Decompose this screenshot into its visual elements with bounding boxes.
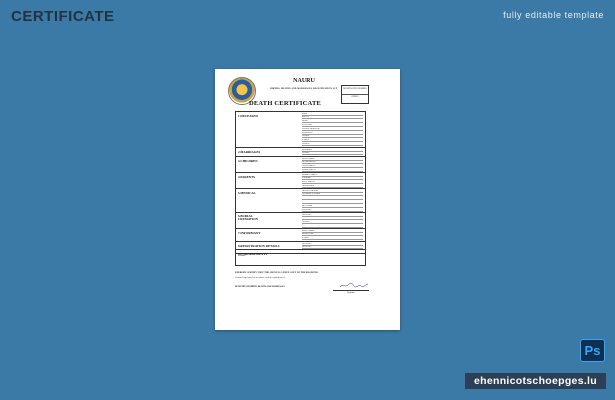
section-8 (236, 242, 365, 250)
field-value: ANNA SMITH (302, 165, 363, 168)
field-value: 16.03.2015 (302, 214, 363, 217)
field-value: JAMES SMITH (302, 169, 363, 172)
section-5 (236, 189, 365, 213)
country-name: NAURU (293, 78, 315, 84)
registration-label: REGISTRATION NUMBER (343, 88, 367, 90)
section-6 (236, 213, 365, 229)
signature-icon (339, 282, 369, 289)
remarks: Remarks (238, 255, 246, 257)
field-row (236, 237, 365, 241)
section-label: 1.DECEASED (238, 113, 258, 118)
field-value: 20.03.2015 (302, 246, 363, 249)
section-label: 4.PARENTS (238, 174, 256, 179)
registration-number: 0709022 (342, 94, 368, 99)
field-value (302, 217, 363, 220)
field-row (236, 143, 365, 147)
field-value (302, 197, 363, 200)
field-value: MARY SMITH (302, 158, 363, 161)
field-value: NAURU (302, 221, 363, 224)
field-value: NATURAL CAUSES (302, 193, 363, 196)
field-value: FARMER (302, 177, 363, 180)
registration-box (341, 85, 369, 104)
field-value: 12.03.2015 (302, 209, 363, 212)
section-label: 3.CHILDREN (238, 158, 258, 163)
field-value: NAURUAN (302, 132, 363, 135)
field-value: NAURU (302, 135, 363, 138)
field-value: NAURU (302, 143, 363, 146)
section-4 (236, 173, 365, 189)
field-value: MARRIED (302, 149, 363, 152)
section-7 (236, 229, 365, 242)
section-label: 7.INFORMANT (238, 230, 261, 235)
page-title: CERTIFICATE (11, 8, 115, 25)
certificate-table (235, 111, 366, 266)
field-value: YAREN (302, 237, 363, 240)
section-label: 5.MEDICAL (238, 190, 256, 195)
field-value: YAREN (302, 139, 363, 142)
field-row (236, 209, 365, 213)
field-value: MARY SMITH (302, 230, 363, 233)
section-label: 2.MARRIAGES (238, 149, 261, 154)
field-value: 20.03.2015 (302, 243, 363, 246)
field-value: JOHN (302, 113, 363, 116)
field-value: ROBERT SMITH (302, 174, 363, 177)
field-value: MALE (302, 120, 363, 123)
certificate-document (215, 69, 400, 330)
section-1 (236, 112, 365, 148)
document-title: DEATH CERTIFICATE (248, 100, 322, 107)
certification-note: I HEREBY CERTIFY THAT THE ABOVE IS A TRUE COPY OF THE REGISTER (235, 272, 318, 274)
certification-subnote: Certified copy issued in accordance with the registration act (235, 277, 285, 279)
section-3 (236, 157, 365, 173)
field-value: LUCY SMITH (302, 181, 363, 184)
field-value: NAURU HOSPITAL (302, 128, 363, 131)
field-value: HOUSEWIFE (302, 185, 363, 188)
section-label: 9.ENDORSEMENTS (238, 251, 268, 256)
signature-label: Registrar (347, 291, 355, 294)
registry-place: REGISTRY OF BIRTHS DEATHS AND MARRIAGES (235, 286, 285, 288)
field-value: HEART FAILURE (302, 190, 363, 193)
field-value: DR. JONES (302, 205, 363, 208)
act-name: BIRTHS, DEATHS AND MARRIAGES REGISTRATION ACT (270, 88, 338, 90)
field-value: DAUGHTER (302, 233, 363, 236)
field-value: 21.05.1964 (302, 124, 363, 127)
tagline: fully editable template (503, 10, 604, 20)
field-value (302, 225, 363, 228)
field-value: PETER SMITH (302, 161, 363, 164)
section-2 (236, 148, 365, 157)
field-value: SMITH (302, 116, 363, 119)
photoshop-icon: Ps (580, 339, 605, 362)
section-9 (236, 250, 365, 254)
field-value: NAURU (302, 152, 363, 155)
field-value (302, 201, 363, 204)
section-label: 8.REGISTRATION DETAILS (238, 243, 280, 248)
section-label: 6.BURIAL CREMATION (238, 213, 258, 221)
watermark: ehennicotschoepges.lu (465, 373, 606, 389)
